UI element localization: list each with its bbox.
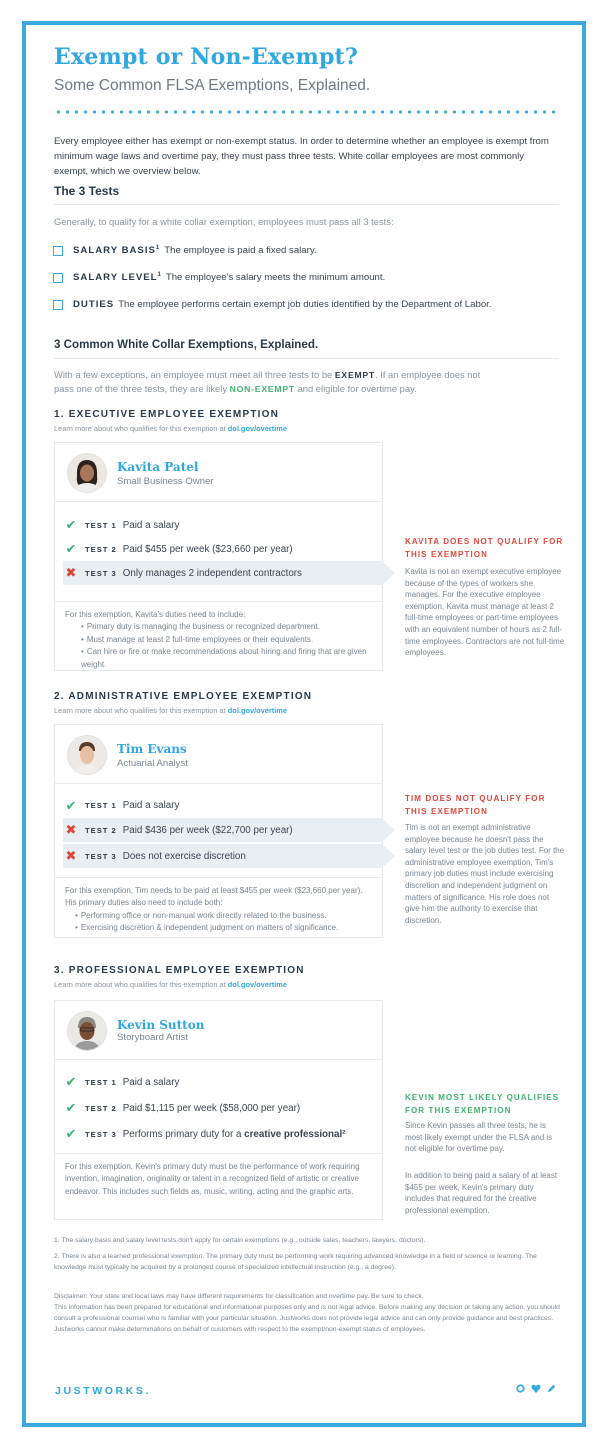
test-result-row: ✔ TEST 2 Paid $455 per week ($23,660 per year)	[63, 537, 382, 561]
arrow-pointer	[382, 844, 395, 868]
checkbox-icon	[53, 246, 63, 256]
test-desc: The employee is paid a fixed salary.	[164, 245, 317, 257]
disclaimer-1: Disclaimer: Your state and local laws may have different requirements for classification and overtime pay. Be sure to check.	[54, 1293, 424, 1300]
profile-card-tim	[54, 724, 383, 938]
profile-card-kavita	[54, 442, 383, 671]
check-icon: ✔	[65, 797, 77, 813]
verdict-tim: TIM DOES NOT QUALIFY FOR THIS EXEMPTION	[405, 794, 546, 816]
exempt-label: EXEMPT	[334, 370, 376, 380]
test-result-row: ✖ TEST 3 Only manages 2 independent contractors	[63, 561, 382, 585]
test-desc: The employee performs certain exempt job duties identified by the Department of Labor.	[118, 299, 492, 310]
explanation-kevin-2: In addition to being paid a salary of at least $455 per week, Kevin's primary duty includes that required for the creative professional exemption.	[405, 1171, 558, 1215]
dol-link[interactable]: dol.gov/overtime	[227, 706, 287, 715]
heart-icon[interactable]	[531, 1384, 541, 1393]
pencil-icon[interactable]	[547, 1384, 556, 1393]
cross-icon: ✖	[65, 822, 77, 837]
check-icon: ✔	[65, 1100, 77, 1115]
gear-icon[interactable]	[516, 1384, 525, 1393]
checkbox-icon	[53, 273, 63, 283]
dol-link[interactable]: dol.gov/overtime	[227, 424, 287, 433]
verdict-kavita: KAVITA DOES NOT QUALIFY FOR THIS EXEMPTION	[405, 537, 564, 559]
test-result-row: ✔ TEST 2 Paid $1,115 per week ($58,000 per year)	[63, 1095, 382, 1121]
checkbox-icon	[53, 300, 63, 310]
check-icon: ✔	[65, 1126, 77, 1141]
person-name: Tim Evans	[117, 742, 187, 756]
person-role: Actuarial Analyst	[117, 758, 188, 769]
justworks-logo: JUSTWORKS.	[55, 1385, 152, 1397]
exemptions-heading: 3 Common White Collar Exemptions, Explained.	[54, 338, 319, 351]
requirements-note: For this exemption, Kavita's duties need to include: • Primary duty is managing the business or recognized department. • Must manage at least 2 full-time employees or their equivalents. • Can hire or fire or make recommendations about hiring and firing that are given weight.	[65, 609, 371, 671]
intro-paragraph: Every employee either has exempt or non-exempt status. In order to determine whether an employee is exempt from minimum wage laws and overtime pay, they must pass three tests. White collar employees are most commonly exempt, which we overview below.	[54, 136, 549, 177]
person-name: Kavita Patel	[117, 460, 199, 474]
explanation-kavita: Kavita is not an exempt executive employee because of the types of workers she manages. For the executive employee exemption, Kavita must manage at least 2 full-time employees or part-time employees with an equivalent number of hours as 2 full-time employees. Contractors are not full-time employees.	[405, 567, 565, 658]
section-heading-administrative: 2. ADMINISTRATIVE EMPLOYEE EXEMPTION	[54, 691, 313, 702]
card-divider	[55, 1153, 382, 1154]
learn-more: Learn more about who qualifies for this exemption at dol.gov/overtime	[54, 424, 287, 433]
test-name: DUTIES	[73, 299, 115, 310]
person-role: Small Business Owner	[117, 476, 214, 487]
test-result-row: ✖ TEST 2 Paid $436 per week ($22,700 per year)	[63, 818, 382, 842]
test-result-row: ✔ TEST 3 Performs primary duty for a creative professional²	[63, 1121, 382, 1147]
test-result-row: ✔ TEST 1 Paid a salary	[63, 1069, 382, 1095]
profile-card-kevin	[54, 1000, 383, 1220]
test-row-duties	[53, 299, 491, 310]
avatar	[67, 1011, 107, 1051]
non-exempt-label: NON-EXEMPT	[229, 384, 295, 394]
page-title: Exempt or Non-Exempt?	[54, 44, 358, 70]
test-row-salary-level	[53, 272, 385, 283]
section-heading-professional: 3. PROFESSIONAL EMPLOYEE EXEMPTION	[54, 965, 305, 976]
test-result-row: ✔ TEST 1 Paid a salary	[63, 793, 382, 818]
footnote-2: 2. There is also a learned professional exemption. The primary duty must be performing work requiring advanced knowledge in a field of science or learning. The knowledge must typically be acquired by a prolonged course of specialized intellectual instruction (e.g., a degree).	[54, 1253, 537, 1271]
check-icon: ✔	[65, 541, 77, 556]
arrow-pointer	[382, 561, 395, 585]
section-heading-executive: 1. EXECUTIVE EMPLOYEE EXEMPTION	[54, 409, 280, 420]
exemptions-lead: With a few exceptions, an employee must meet all three tests to be EXEMPT. If an employee does not pass one of the three tests, they are likely NON-EXEMPT and eligible for overtime pay.	[54, 369, 481, 394]
tests-heading: The 3 Tests	[54, 184, 120, 198]
footnote-1: 1. The salary basis and salary level tests don't apply for certain exemptions (e.g., outside sales, teachers, lawyers, doctors).	[54, 1237, 426, 1244]
disclaimer-2: This information has been prepared for educational and informational purposes only and is not legal advice. Before making any decision or taking any action, you should consult a professional counsel who is familiar with your particular situation. Justworks does not provide legal advice and can only provide guidance and best practices. Justworks cannot make determinations on behalf of customers with respect to the exempt/non-exempt status of employees.	[54, 1304, 560, 1333]
divider	[54, 358, 559, 359]
dotted-divider	[54, 110, 560, 114]
requirements-note: For this exemption, Tim needs to be paid at least $455 per week ($23,660 per year). His primary duties also need to include both: • Performing office or non-manual work directly related to the business. • Exercising discretion & independent judgment on matters of significance.	[65, 885, 371, 935]
social-icons	[516, 1384, 556, 1393]
card-divider	[55, 501, 382, 502]
arrow-pointer	[382, 818, 395, 842]
check-icon: ✔	[65, 1074, 77, 1089]
learn-more: Learn more about who qualifies for this exemption at dol.gov/overtime	[54, 706, 287, 715]
tests-lead: Generally, to qualify for a white collar exemption, employees must pass all 3 tests:	[54, 216, 394, 227]
card-divider	[55, 601, 382, 602]
test-desc: The employee's salary meets the minimum amount.	[165, 272, 386, 284]
card-divider	[55, 783, 382, 784]
avatar	[67, 453, 107, 493]
test-name: SALARY BASIS$^1$	[73, 245, 161, 257]
check-icon: ✔	[65, 517, 77, 532]
person-name: Kevin Sutton	[117, 1018, 205, 1032]
learn-more: Learn more about who qualifies for this exemption at dol.gov/overtime	[54, 980, 287, 989]
page-subtitle: Some Common FLSA Exemptions, Explained.	[54, 77, 371, 94]
dol-link[interactable]: dol.gov/overtime	[227, 980, 287, 989]
card-divider	[55, 877, 382, 878]
test-name: SALARY LEVEL$^1$	[73, 272, 162, 284]
person-role: Storyboard Artist	[117, 1032, 188, 1043]
cross-icon: ✖	[65, 565, 77, 580]
cross-icon: ✖	[65, 848, 77, 863]
divider	[54, 204, 559, 205]
test-row-salary-basis	[53, 245, 317, 256]
verdict-kevin: KEVIN MOST LIKELY QUALIFIES FOR THIS EXEMPTION	[405, 1093, 560, 1115]
requirements-note: For this exemption, Kevin's primary duty must be the performance of work requiring invention, imagination, originality or talent in a recognized field of artistic or creative endeavor. This includes such fields as, music, writing, acting and the graphic arts.	[65, 1162, 360, 1196]
avatar	[67, 735, 107, 775]
card-divider	[55, 1059, 382, 1060]
test-result-row: ✔ TEST 1 Paid a salary	[63, 513, 382, 537]
explanation-tim: Tim is not an exempt administrative employee because he doesn't pass the salary level test or the job duties test. For the administrative employee exemption, Tim's primary job duties must include exercising discretion and independent judgment on matters of significance. His role does not give him the authority to exercise that discretion.	[405, 823, 565, 925]
explanation-kevin: Since Kevin passes all three tests, he is most likely exempt under the FLSA and is not eligible for overtime pay.	[405, 1121, 553, 1154]
test-result-row: ✖ TEST 3 Does not exercise discretion	[63, 844, 382, 868]
